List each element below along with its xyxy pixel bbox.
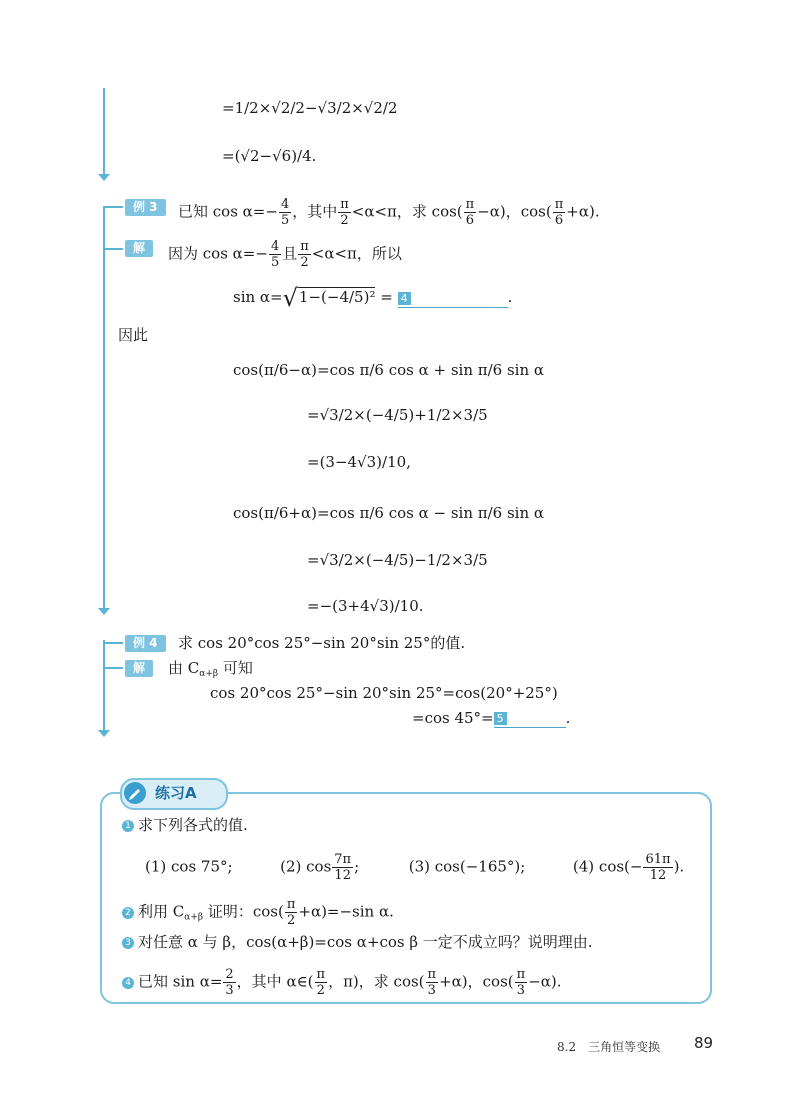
margin-tick: [103, 248, 123, 250]
margin-arrow-example3: [98, 608, 110, 615]
therefore-label: 因此: [118, 326, 149, 344]
solution-3-badge: 解: [125, 240, 153, 257]
margin-tick: [103, 667, 123, 669]
solution-4-intro: 由 $C_{\alpha+\beta}$ 可知: [168, 659, 253, 679]
solution-4-line-1: cos 20°cos 25°−sin 20°sin 25°=cos(20°+25°): [210, 684, 558, 702]
calc2-line-1: cos(π/6+α)=cos π/6 cos α − sin π/6 sin α: [233, 504, 545, 522]
exercise-q4: 4 已知 sin α= $\frac{2}{3}$ ，其中 α∈( $\frac{\pi}{2}$ ，π)，求 cos( $\frac{\pi}{3}$ +α)，cos( $\frac{\pi}{3}$ −α).: [122, 967, 562, 998]
answer-blank-5[interactable]: 5: [494, 711, 566, 728]
continued-step-2: =(√2−√6)/4.: [222, 147, 317, 165]
calc2-line-2: =√3/2×(−4/5)−1/2×3/5: [307, 551, 488, 569]
margin-arrow-example4: [98, 730, 110, 737]
section-footer: 8.2 三角恒等变换: [557, 1040, 661, 1054]
example-3-badge: 例 3: [125, 199, 166, 216]
exercise-q1: 1 求下列各式的值.: [122, 815, 248, 835]
calc1-line-1: cos(π/6−α)=cos π/6 cos α + sin π/6 sin α: [233, 361, 545, 379]
example-4-statement: 求 cos 20°cos 25°−sin 20°sin 25°的值.: [178, 634, 466, 652]
solution-3-intro: 因为 cos α=− $\frac{4}{5}$ 且 $\frac{\pi}{2}$ <α<π，所以: [168, 239, 402, 270]
exercise-q2: 2 利用 $C_{\alpha+\beta}$ 证明：cos( $\frac{\pi}{2}$ +α)=−sin α.: [122, 897, 394, 928]
example-4-badge: 例 4: [125, 635, 166, 652]
exercise-q3: 3 对任意 α 与 β，cos(α+β)=cos α+cos β 一定不成立吗？说明理由.: [122, 932, 593, 952]
exercise-title: 练习A: [155, 784, 197, 802]
solution-4-line-2: =cos 45°= 5 .: [412, 709, 571, 727]
example-3-statement: 已知 cos α=− $\frac{4}{5}$ ，其中 $\frac{\pi}{2}$ <α<π，求 cos( $\frac{\pi}{6}$ −α)，cos( $\frac{\pi}{6}$ +α).: [178, 197, 600, 228]
solution-4-badge: 解: [125, 660, 153, 677]
margin-tick: [103, 206, 123, 208]
answer-blank-4[interactable]: 4: [398, 291, 508, 308]
margin-tick: [103, 642, 123, 644]
margin-arrow-top: [98, 174, 110, 181]
margin-line-example3: [103, 206, 105, 611]
margin-line-top: [103, 88, 105, 176]
margin-line-example4: [103, 640, 105, 732]
calc2-line-3: =−(3+4√3)/10.: [307, 597, 424, 615]
pencil-icon: [124, 782, 146, 804]
calc1-line-2: =√3/2×(−4/5)+1/2×3/5: [307, 406, 488, 424]
exercise-q1-parts: (1) cos 75°; (2) cos $\frac{7\pi}{12}$ ; (3) cos(−165°); (4) cos(− $\frac{61\pi}{12}$ ).: [145, 852, 685, 883]
calc1-line-3: =(3−4√3)/10,: [307, 453, 411, 471]
sin-alpha-line: sin α=√1−(−4/5)² = 4 .: [233, 284, 513, 312]
continued-step-1: =1/2×√2/2−√3/2×√2/2: [222, 99, 398, 117]
page-number: 89: [694, 1034, 714, 1052]
